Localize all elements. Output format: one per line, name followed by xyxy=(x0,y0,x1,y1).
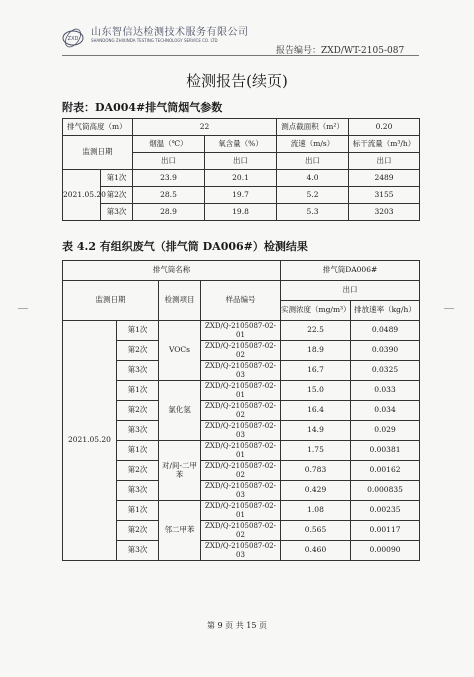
table-row xyxy=(63,481,420,501)
speed-value: 5.3 xyxy=(277,204,349,221)
appendix-title: 附表：DA004#排气筒烟气参数 xyxy=(62,101,223,114)
conc-value: 16.4 xyxy=(281,401,351,421)
rate-value: 0.0489 xyxy=(351,321,420,341)
outlet-label: 出口 xyxy=(349,153,420,170)
table-row xyxy=(63,461,420,481)
flow-value: 3155 xyxy=(349,187,420,204)
run-label: 第2次 xyxy=(117,341,159,361)
table-row xyxy=(63,401,420,421)
sample-id: ZXD/Q-2105087-02-02 xyxy=(201,521,281,541)
run-label: 第2次 xyxy=(117,461,159,481)
sample-id: ZXD/Q-2105087-02-01 xyxy=(201,381,281,401)
sample-label: 样品编号 xyxy=(201,281,281,321)
rate-value: 0.00090 xyxy=(351,541,420,561)
o2-value: 19.7 xyxy=(205,187,277,204)
outlet-label: 出口 xyxy=(133,153,205,170)
run-label: 第2次 xyxy=(101,187,133,204)
sample-id: ZXD/Q-2105087-02-03 xyxy=(201,361,281,381)
stack-name-label: 排气筒名称 xyxy=(63,261,281,281)
company-name-cn: 山东智信达检测技术服务有限公司 xyxy=(91,27,249,38)
stack-height-value: 22 xyxy=(133,119,277,136)
run-label: 第3次 xyxy=(117,481,159,501)
rate-value: 0.029 xyxy=(351,421,420,441)
run-label: 第1次 xyxy=(117,441,159,461)
logo-text: ZXD xyxy=(67,36,79,42)
sample-id: ZXD/Q-2105087-02-02 xyxy=(201,401,281,421)
table-row xyxy=(63,341,420,361)
sample-id: ZXD/Q-2105087-02-03 xyxy=(201,421,281,441)
conc-value: 1.08 xyxy=(281,501,351,521)
table-row xyxy=(63,441,420,461)
sample-id: ZXD/Q-2105087-02-02 xyxy=(201,341,281,361)
outlet-label: 出口 xyxy=(277,153,349,170)
conc-value: 0.783 xyxy=(281,461,351,481)
binding-mark xyxy=(18,308,28,309)
run-label: 第1次 xyxy=(117,321,159,341)
conc-value: 0.565 xyxy=(281,521,351,541)
conc-value: 0.429 xyxy=(281,481,351,501)
conc-value: 22.5 xyxy=(281,321,351,341)
flow-value: 3203 xyxy=(349,204,420,221)
conc-value: 14.9 xyxy=(281,421,351,441)
run-label: 第3次 xyxy=(117,421,159,441)
table-row xyxy=(63,541,420,561)
company-name-en: SHANDONG ZHIXINDA TESTING TECHNOLOGY SERVICE CO. LTD xyxy=(91,38,218,43)
report-number: 报告编号：ZXD/WT-2105-087 xyxy=(276,46,405,56)
date-label: 监测日期 xyxy=(63,136,133,170)
conc-value: 18.9 xyxy=(281,341,351,361)
outlet-label: 出口 xyxy=(205,153,277,170)
run-label: 第3次 xyxy=(117,361,159,381)
header-divider xyxy=(62,55,419,56)
rate-value: 0.034 xyxy=(351,401,420,421)
item-value: 氯化氢 xyxy=(159,381,201,441)
date-label: 监测日期 xyxy=(63,281,159,321)
table-row xyxy=(63,170,420,187)
rate-value: 0.033 xyxy=(351,381,420,401)
speed-value: 5.2 xyxy=(277,187,349,204)
temp-value: 28.5 xyxy=(133,187,205,204)
temp-value: 28.9 xyxy=(133,204,205,221)
sample-id: ZXD/Q-2105087-02-03 xyxy=(201,481,281,501)
date-value: 2021.05.20 xyxy=(63,321,117,561)
item-label: 检测项目 xyxy=(159,281,201,321)
stack-height-label: 排气筒高度（m） xyxy=(63,119,133,136)
table-row xyxy=(63,361,420,381)
run-label: 第1次 xyxy=(101,170,133,187)
rate-value: 0.0390 xyxy=(351,341,420,361)
col-header-flow: 标干流量（m³/h） xyxy=(349,136,420,153)
speed-value: 4.0 xyxy=(277,170,349,187)
run-label: 第3次 xyxy=(101,204,133,221)
col-header-o2: 氧含量（%） xyxy=(205,136,277,153)
flue-gas-params-table xyxy=(62,118,420,221)
sample-id: ZXD/Q-2105087-02-01 xyxy=(201,321,281,341)
stack-name-value: 排气筒DA006# xyxy=(281,261,420,281)
rate-value: 0.000835 xyxy=(351,481,420,501)
table-row xyxy=(63,501,420,521)
area-value: 0.20 xyxy=(349,119,420,136)
table-row xyxy=(63,321,420,341)
run-label: 第2次 xyxy=(117,521,159,541)
page-footer: 第 9 页 共 15 页 xyxy=(207,621,267,630)
table-row xyxy=(63,187,420,204)
rate-label: 排放速率（kg/h） xyxy=(351,301,420,321)
conc-value: 16.7 xyxy=(281,361,351,381)
table-row xyxy=(63,421,420,441)
area-label: 测点截面积（m²） xyxy=(277,119,349,136)
rate-value: 0.0325 xyxy=(351,361,420,381)
sample-id: ZXD/Q-2105087-02-02 xyxy=(201,461,281,481)
conc-value: 0.460 xyxy=(281,541,351,561)
sample-id: ZXD/Q-2105087-02-01 xyxy=(201,501,281,521)
sample-id: ZXD/Q-2105087-02-03 xyxy=(201,541,281,561)
flow-value: 2489 xyxy=(349,170,420,187)
table-row xyxy=(63,204,420,221)
item-value: 对/间-二甲苯 xyxy=(159,441,201,501)
temp-value: 23.9 xyxy=(133,170,205,187)
sample-id: ZXD/Q-2105087-02-01 xyxy=(201,441,281,461)
item-value: 邻二甲苯 xyxy=(159,501,201,561)
o2-value: 20.1 xyxy=(205,170,277,187)
col-header-temp: 烟温（℃） xyxy=(133,136,205,153)
table-row xyxy=(63,521,420,541)
rate-value: 0.00162 xyxy=(351,461,420,481)
conc-label: 实测浓度（mg/m³） xyxy=(281,301,351,321)
binding-mark xyxy=(444,308,454,309)
results-table-title: 表 4.2 有组织废气（排气筒 DA006#）检测结果 xyxy=(62,240,308,253)
rate-value: 0.00381 xyxy=(351,441,420,461)
run-label: 第1次 xyxy=(117,501,159,521)
o2-value: 19.8 xyxy=(205,204,277,221)
run-label: 第3次 xyxy=(117,541,159,561)
company-logo-icon xyxy=(62,27,84,49)
run-label: 第1次 xyxy=(117,381,159,401)
rate-value: 0.00235 xyxy=(351,501,420,521)
col-header-speed: 流速（m/s） xyxy=(277,136,349,153)
conc-value: 1.75 xyxy=(281,441,351,461)
outlet-label: 出口 xyxy=(281,281,420,301)
item-value: VOCs xyxy=(159,321,201,381)
table-row xyxy=(63,381,420,401)
run-label: 第2次 xyxy=(117,401,159,421)
conc-value: 15.0 xyxy=(281,381,351,401)
rate-value: 0.00117 xyxy=(351,521,420,541)
date-value: 2021.05.20 xyxy=(63,170,101,221)
page-title: 检测报告(续页) xyxy=(186,72,288,90)
results-table xyxy=(62,260,420,561)
